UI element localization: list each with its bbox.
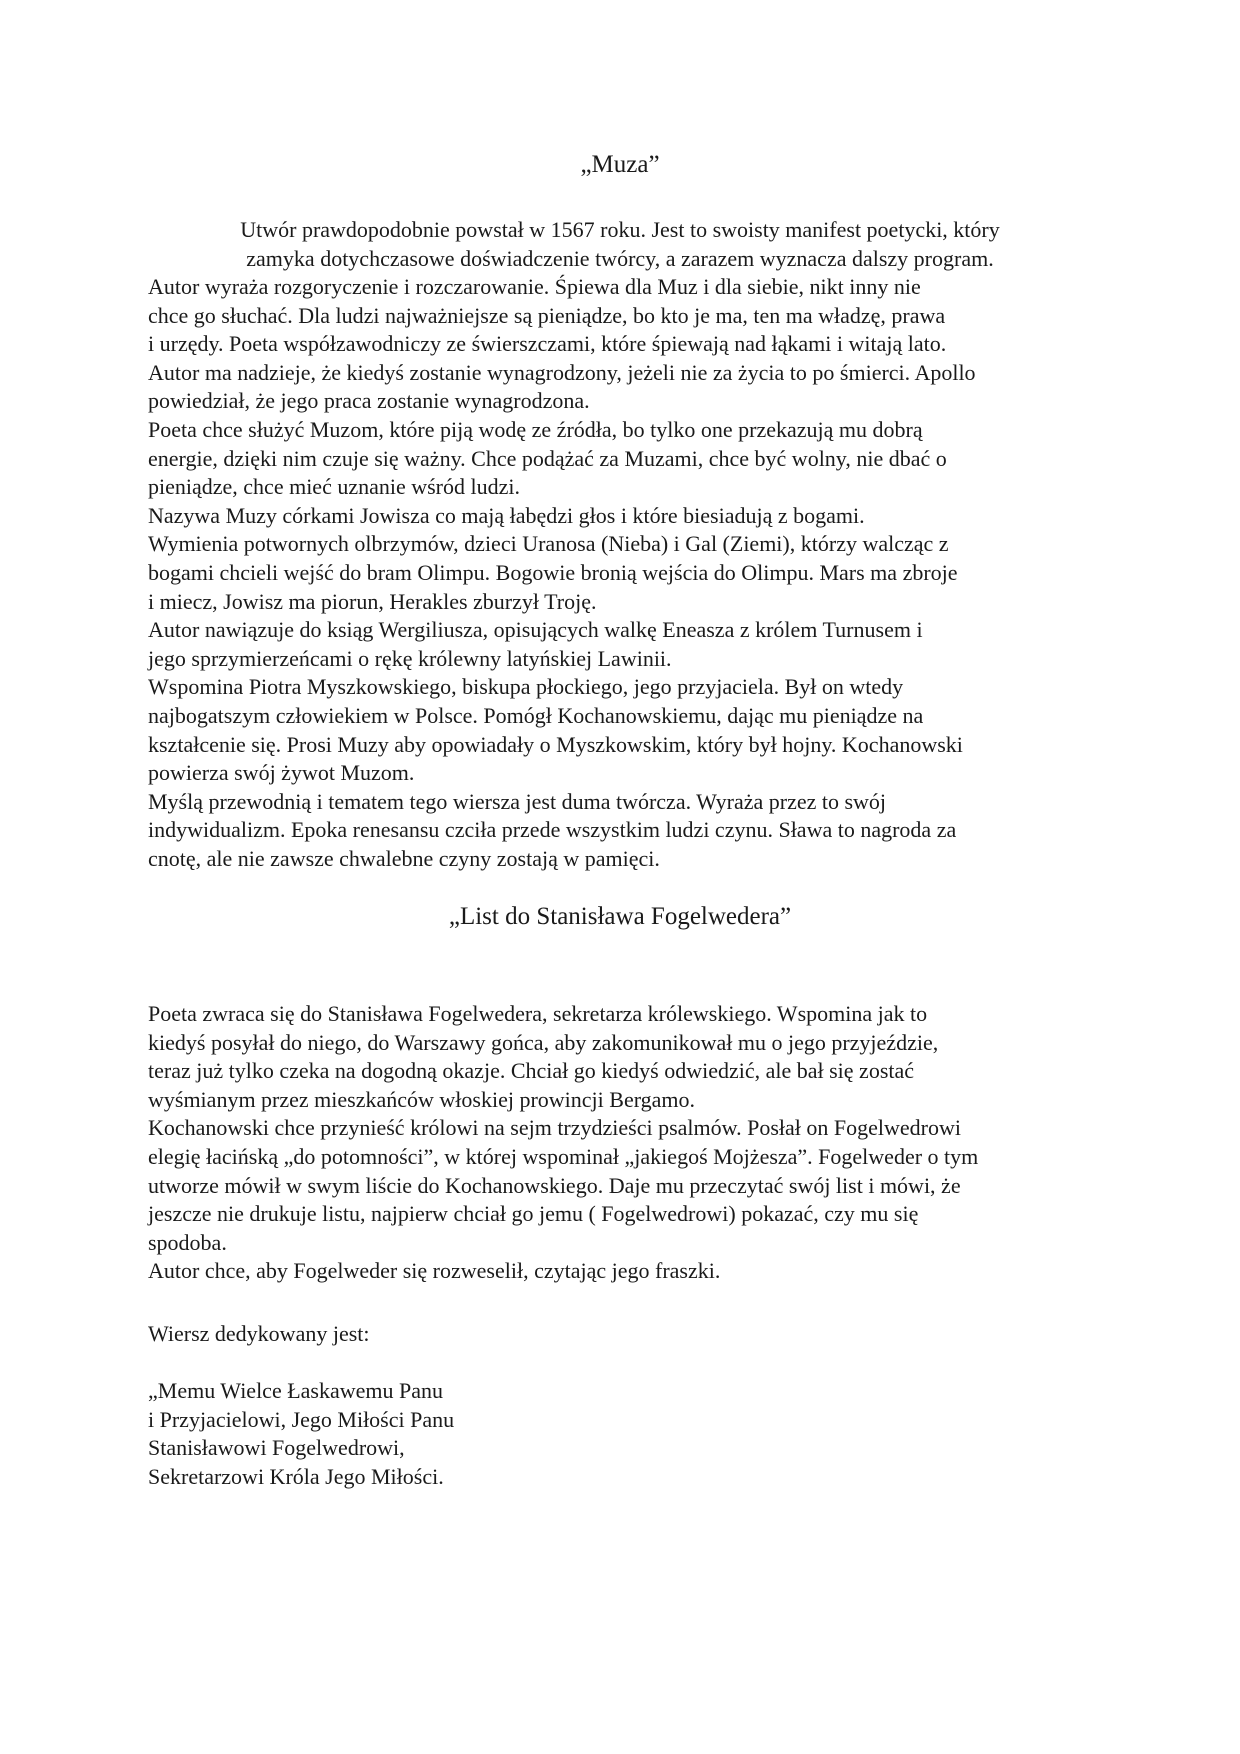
- muza-body-line: Nazywa Muzy córkami Jowisza co mają łabędzi głos i które biesiadują z bogami.: [148, 502, 865, 528]
- list-body-line: Poeta zwraca się do Stanisława Fogelwedera, sekretarza królewskiego. Wspomina jak to: [148, 1001, 928, 1026]
- dedication-intro-line: Wiersz dedykowany jest:: [148, 1321, 370, 1346]
- muza-body-line: Autor ma nadzieje, że kiedyś zostanie wynagrodzony, jeżeli nie za życia to po śmierci. Apollo: [148, 359, 976, 385]
- muza-body-line: Wspomina Piotra Myszkowskiego, biskupa płockiego, jego przyjaciela. Był on wtedy: [148, 674, 904, 700]
- muza-body-line: Autor wyraża rozgoryczenie i rozczarowanie. Śpiewa dla Muz i dla siebie, nikt inny nie: [148, 274, 921, 299]
- muza-intro: [150, 216, 1090, 273]
- muza-body-line: i miecz, Jowisz ma piorun, Herakles zburzył Troję.: [148, 588, 597, 614]
- muza-body-line: Poeta chce służyć Muzom, które piją wodę ze źródła, bo tylko one przekazują mu dobrą: [148, 416, 923, 442]
- muza-body-line: powiedział, że jego praca zostanie wynagrodzona.: [148, 388, 590, 414]
- muza-intro-line: zamyka dotychczasowe doświadczenie twórcy, a zarazem wyznacza dalszy program.: [246, 245, 994, 271]
- list-body-line: Kochanowski chce przynieść królowi na sejm trzydzieści psalmów. Posłał on Fogelwedrowi: [148, 1115, 961, 1141]
- muza-intro-line: Utwór prawdopodobnie powstał w 1567 roku. Jest to swoisty manifest poetycki, który: [240, 217, 1000, 242]
- muza-body-line: Myślą przewodnią i tematem tego wiersza jest duma twórcza. Wyraża przez to swój: [148, 788, 887, 814]
- list-title: „List do Stanisława Fogelwedera”: [448, 903, 792, 930]
- dedication-line: i Przyjacielowi, Jego Miłości Panu: [148, 1406, 455, 1432]
- muza-body-line: pieniądze, chce mieć uznanie wśród ludzi.: [148, 474, 521, 500]
- list-body: [148, 1000, 1108, 1286]
- muza-body: [148, 273, 1108, 873]
- muza-body-line: bogami chcieli wejść do bram Olimpu. Bogowie bronią wejścia do Olimpu. Mars ma zbroje: [148, 559, 958, 585]
- list-body-line: kiedyś posyłał do niego, do Warszawy gońca, aby zakomunikował mu o jego przyjeździe,: [148, 1029, 939, 1055]
- list-body-line: jeszcze nie drukuje listu, najpierw chciał go jemu ( Fogelwedrowi) pokazać, czy mu się: [148, 1201, 919, 1227]
- dedication-intro: [148, 1320, 1108, 1349]
- muza-body-line: jego sprzymierzeńcami o rękę królewny latyńskiej Lawinii.: [148, 645, 672, 671]
- muza-body-line: najbogatszym człowiekiem w Polsce. Pomógł Kochanowskiemu, dając mu pieniądze na: [148, 702, 924, 728]
- list-body-line: spodoba.: [148, 1229, 227, 1255]
- list-body-line: elegię łacińską „do potomności”, w której wspominał „jakiegoś Mojżesza”. Fogelweder o tym: [148, 1143, 979, 1169]
- muza-body-line: kształcenie się. Prosi Muzy aby opowiadały o Myszkowskim, który był hojny. Kochanowski: [148, 731, 963, 757]
- muza-body-line: energie, dzięki nim czuje się ważny. Chce podążać za Muzami, chce być wolny, nie dbać o: [148, 445, 947, 471]
- muza-body-line: chce go słuchać. Dla ludzi najważniejsze są pieniądze, bo kto je ma, ten ma władzę, prawa: [148, 302, 946, 328]
- dedication-line: Sekretarzowi Króla Jego Miłości.: [148, 1463, 444, 1489]
- list-body-line: Autor chce, aby Fogelweder się rozweselił, czytając jego fraszki.: [148, 1258, 721, 1284]
- muza-body-line: cnotę, ale nie zawsze chwalebne czyny zostają w pamięci.: [148, 845, 660, 871]
- list-body-line: teraz już tylko czeka na dogodną okazje. Chciał go kiedyś odwiedzić, ale bał się zostać: [148, 1058, 915, 1084]
- dedication-line: „Memu Wielce Łaskawemu Panu: [148, 1378, 444, 1403]
- list-body-line: wyśmianym przez mieszkańców włoskiej prowincji Bergamo.: [148, 1086, 696, 1112]
- muza-body-line: Autor nawiązuje do ksiąg Wergiliusza, opisujących walkę Eneasza z królem Turnusem i: [148, 617, 923, 643]
- list-body-line: utworze mówił w swym liście do Kochanowskiego. Daje mu przeczytać swój list i mówi, że: [148, 1172, 961, 1198]
- muza-body-line: Wymienia potwornych olbrzymów, dzieci Uranosa (Nieba) i Gal (Ziemi), którzy walcząc z: [148, 531, 949, 557]
- muza-body-line: i urzędy. Poeta współzawodniczy ze świerszczami, które śpiewają nad łąkami i witają lato.: [148, 331, 947, 357]
- muza-title: „Muza”: [580, 151, 660, 178]
- muza-body-line: powierza swój żywot Muzom.: [148, 760, 415, 786]
- dedication-line: Stanisławowi Fogelwedrowi,: [148, 1435, 405, 1461]
- muza-body-line: indywidualizm. Epoka renesansu czciła przede wszystkim ludzi czynu. Sława to nagroda za: [148, 817, 957, 843]
- dedication-text: [148, 1377, 1108, 1491]
